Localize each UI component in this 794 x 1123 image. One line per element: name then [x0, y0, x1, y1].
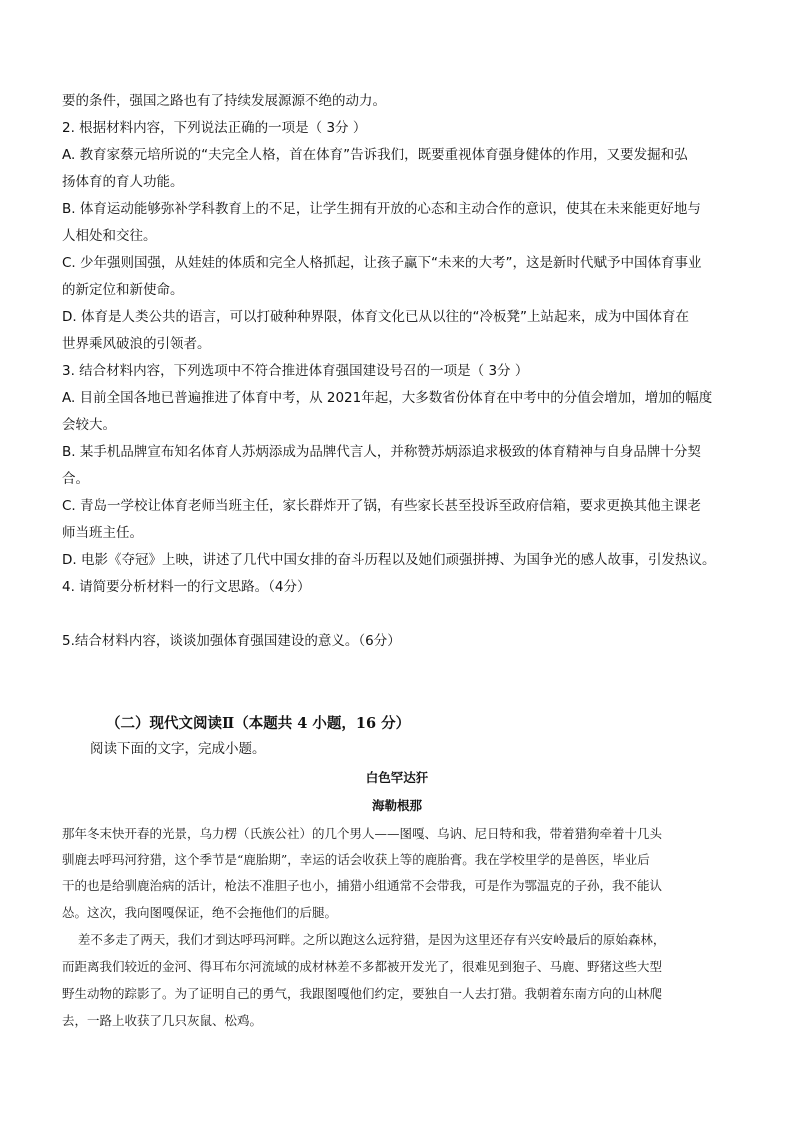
- story-line: 差不多走了两天，我们才到达呼玛河畔。之所以跑这么远狩猎，是因为这里还存有兴安岭最后的原始森林，: [62, 932, 666, 947]
- question-2: 2. 根据材料内容，下列说法正确的一项是（ 3分 ）: [62, 120, 367, 136]
- option-line: D. 电影《夺冠》上映，讲述了几代中国女排的奋斗历程以及她们顽强拼搏、为国争光的感人故事，引发热议。: [62, 552, 716, 568]
- story-line: 怂。这次，我向图嘎保证，绝不会拖他们的后腿。: [62, 905, 338, 920]
- story-title: 白色罕达犴: [365, 770, 429, 785]
- story-line: 野生动物的踪影了。为了证明自己的勇气，我跟图嘎他们约定，要独自一人去打猎。我朝着东南方向的山林爬: [62, 986, 663, 1001]
- option-line: 的新定位和新使命。: [62, 282, 184, 298]
- option-line: 会较大。: [62, 417, 116, 433]
- option-line: C. 青岛一学校让体育老师当班主任，家长群炸开了锅，有些家长甚至投诉至政府信箱，要求更换其他主课老: [62, 498, 702, 514]
- story-line: 而距离我们较近的金河、得耳布尔河流域的成材林差不多都被开发光了，很难见到狍子、马鹿、野猪这些大型: [62, 959, 663, 974]
- story-line: 驯鹿去呼玛河狩猎，这个季节是“鹿胎期”，幸运的话会收获上等的鹿胎膏。我在学校里学的是兽医，毕业后: [62, 852, 650, 867]
- option-line: 合。: [62, 471, 89, 487]
- option-line: B. 某手机品牌宣布知名体育人苏炳添成为品牌代言人，并称赞苏炳添追求极致的体育精神与自身品牌十分契: [62, 444, 701, 460]
- option-line: 师当班主任。: [62, 525, 143, 541]
- option-line: 扬体育的育人功能。: [62, 174, 184, 190]
- story-line: 去，一路上收获了几只灰鼠、松鸡。: [62, 1013, 263, 1028]
- text-line: 要的条件，强国之路也有了持续发展源源不绝的动力。: [62, 93, 386, 109]
- option-line: A. 目前全国各地已普遍推进了体育中考，从 2021年起，大多数省份体育在中考中的分值会增加，增加的幅度: [62, 390, 713, 406]
- option-line: B. 体育运动能够弥补学科教育上的不足，让学生拥有开放的心态和主动合作的意识，使其在未来能更好地与: [62, 201, 701, 217]
- section-title: （二）现代文阅读Ⅱ（本题共 4 小题，16 分）: [106, 715, 411, 732]
- question-5: 5.结合材料内容，谈谈加强体育强国建设的意义。（6分）: [62, 633, 401, 649]
- question-4: 4. 请简要分析材料一的行文思路。（4分）: [62, 579, 311, 595]
- option-line: 人相处和交往。: [62, 228, 157, 244]
- instruction: 阅读下面的文字，完成小题。: [90, 741, 266, 757]
- story-line: 那年冬末快开春的光景，乌力楞（氏族公社）的几个男人——图嘎、乌讷、尼日特和我，带着猎狗牵着十几头: [62, 826, 663, 841]
- story-line: 干的也是给驯鹿治病的活计，枪法不准胆子也小，捕猎小组通常不会带我，可是作为鄂温克的子孙，我不能认: [62, 878, 663, 893]
- question-3: 3. 结合材料内容，下列选项中不符合推进体育强国建设号召的一项是（ 3分 ）: [62, 363, 529, 379]
- option-line: 世界乘风破浪的引领者。: [62, 336, 211, 352]
- option-line: D. 体育是人类公共的语言，可以打破种种界限，体育文化已从以往的“冷板凳”上站起来，成为中国体育在: [62, 309, 689, 325]
- option-line: C. 少年强则国强，从娃娃的体质和完全人格抓起，让孩子赢下“未来的大考”，这是新时代赋予中国体育事业: [62, 255, 702, 271]
- story-author: 海勒根那: [371, 798, 422, 813]
- option-line: A. 教育家蔡元培所说的“夫完全人格，首在体育”告诉我们，既要重视体育强身健体的作用，又要发掘和弘: [62, 147, 688, 163]
